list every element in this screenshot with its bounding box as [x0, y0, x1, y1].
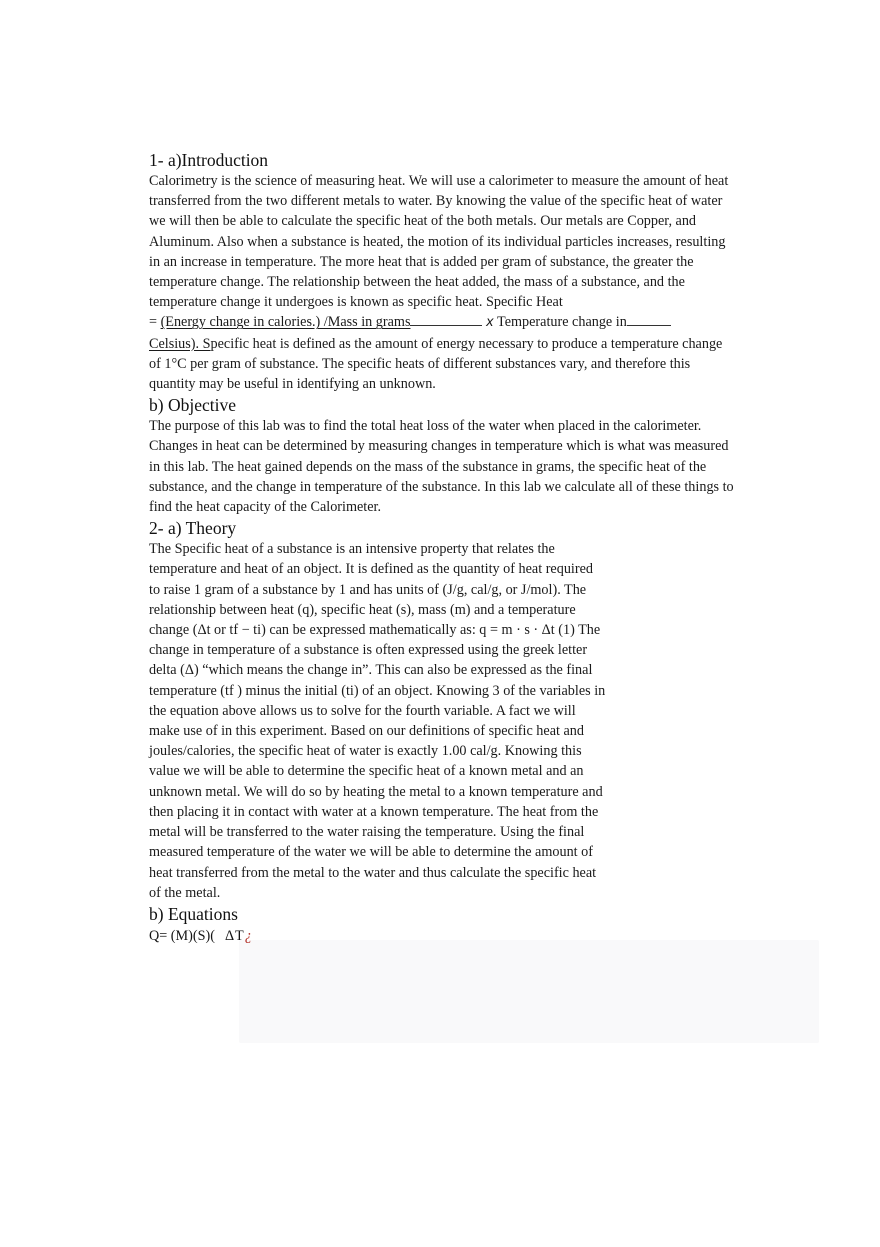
objective-paragraph: The purpose of this lab was to find the total heat loss of the water when placed in the calorimeter. Changes in heat can be determined by measuring changes in temperature which is what was measured in this lab. The heat gained depends on the mass of the substance in grams, the specific heat of the substance, and the change in temperature of the substance. In this lab we calculate all of these things to find the heat capacity of the Calorimeter.	[149, 418, 734, 516]
theory-paragraph: The Specific heat of a substance is an intensive property that relates the temperature and heat of an object. It is defined as the quantity of heat required to raise 1 gram of a substance by 1 and has units of (J/g, cal/g, or J/mol). The relationship between heat (q), specific heat (s), mass (m) and a temperature change (Δt or tf − ti) can be expressed mathematically as: q = m · s · Δt (1) The change in temperature of a substance is often expressed using the greek letter delta (Δ) “which means the change in”. This can also be expressed as the final temperature (tf ) minus the initial (ti) of an object. Knowing 3 of the variables in the equation above allows us to solve for the fourth variable. A fact we will make use of in this experiment. Based on our definitions of specific heat and joules/calories, the specific heat of water is exactly 1.00 cal/g. Knowing this value we will be able to determine the specific heat of a known metal and an unknown metal. We will do so by heating the metal to a known temperature and then placing it in contact with water at a known temperature. The heat from the metal will be transferred to the water raising the temperature. Using the final measured temperature of the water we will be able to determine the amount of heat transferred from the metal to the water and thus calculate the specific heat of the metal.	[149, 541, 606, 901]
formula-blank-line-2	[627, 313, 671, 326]
equation-delta-t: ΔT	[224, 927, 245, 944]
equations-heading: b) Equations	[149, 903, 238, 924]
document-content	[149, 149, 734, 947]
introduction-paragraph	[149, 171, 734, 394]
formula-times-symbol: x	[486, 315, 494, 331]
introduction-heading: 1- a)Introduction	[149, 150, 269, 170]
formula-blank-line-1	[410, 313, 482, 326]
introduction-text: Calorimetry is the science of measuring heat. We will use a calorimeter to measure the amount of heat transferred from the two different metals to water. By knowing the value of the specific heat of water we will then be able to calculate the specific heat of the both metals. Our metals are Copper, and Aluminum. Also when a substance is heated, the motion of its individual particles increases, resulting in an increase in temperature. The more heat that is added per gram of substance, the greater the temperature change. The relationship between the heat added, the mass of a substance, and the temperature change it undergoes is known as specific heat. Specific Heat	[149, 173, 729, 311]
formula-prefix: =	[149, 314, 161, 331]
formula-energy-term: (Energy change in calories.) /Mass in grams	[160, 314, 411, 331]
equation-prefix: Q= (M)(S)(	[149, 927, 215, 944]
objective-heading: b) Objective	[149, 395, 236, 416]
heat-equation	[149, 925, 734, 947]
introduction-text-continued: pecific heat is defined as the amount of energy necessary to produce a temperature change of 1°C per gram of substance. The specific heats of different substances vary, and therefore this quantity may be useful in identifying an unknown.	[149, 335, 723, 393]
formula-temperature-term: Temperature change in	[493, 314, 627, 331]
formula-celsius-term: Celsius). S	[149, 335, 211, 352]
theory-heading: 2- a) Theory	[149, 518, 237, 539]
equation-end-symbol: ¿	[244, 927, 252, 944]
blank-equation-area	[239, 940, 819, 1043]
